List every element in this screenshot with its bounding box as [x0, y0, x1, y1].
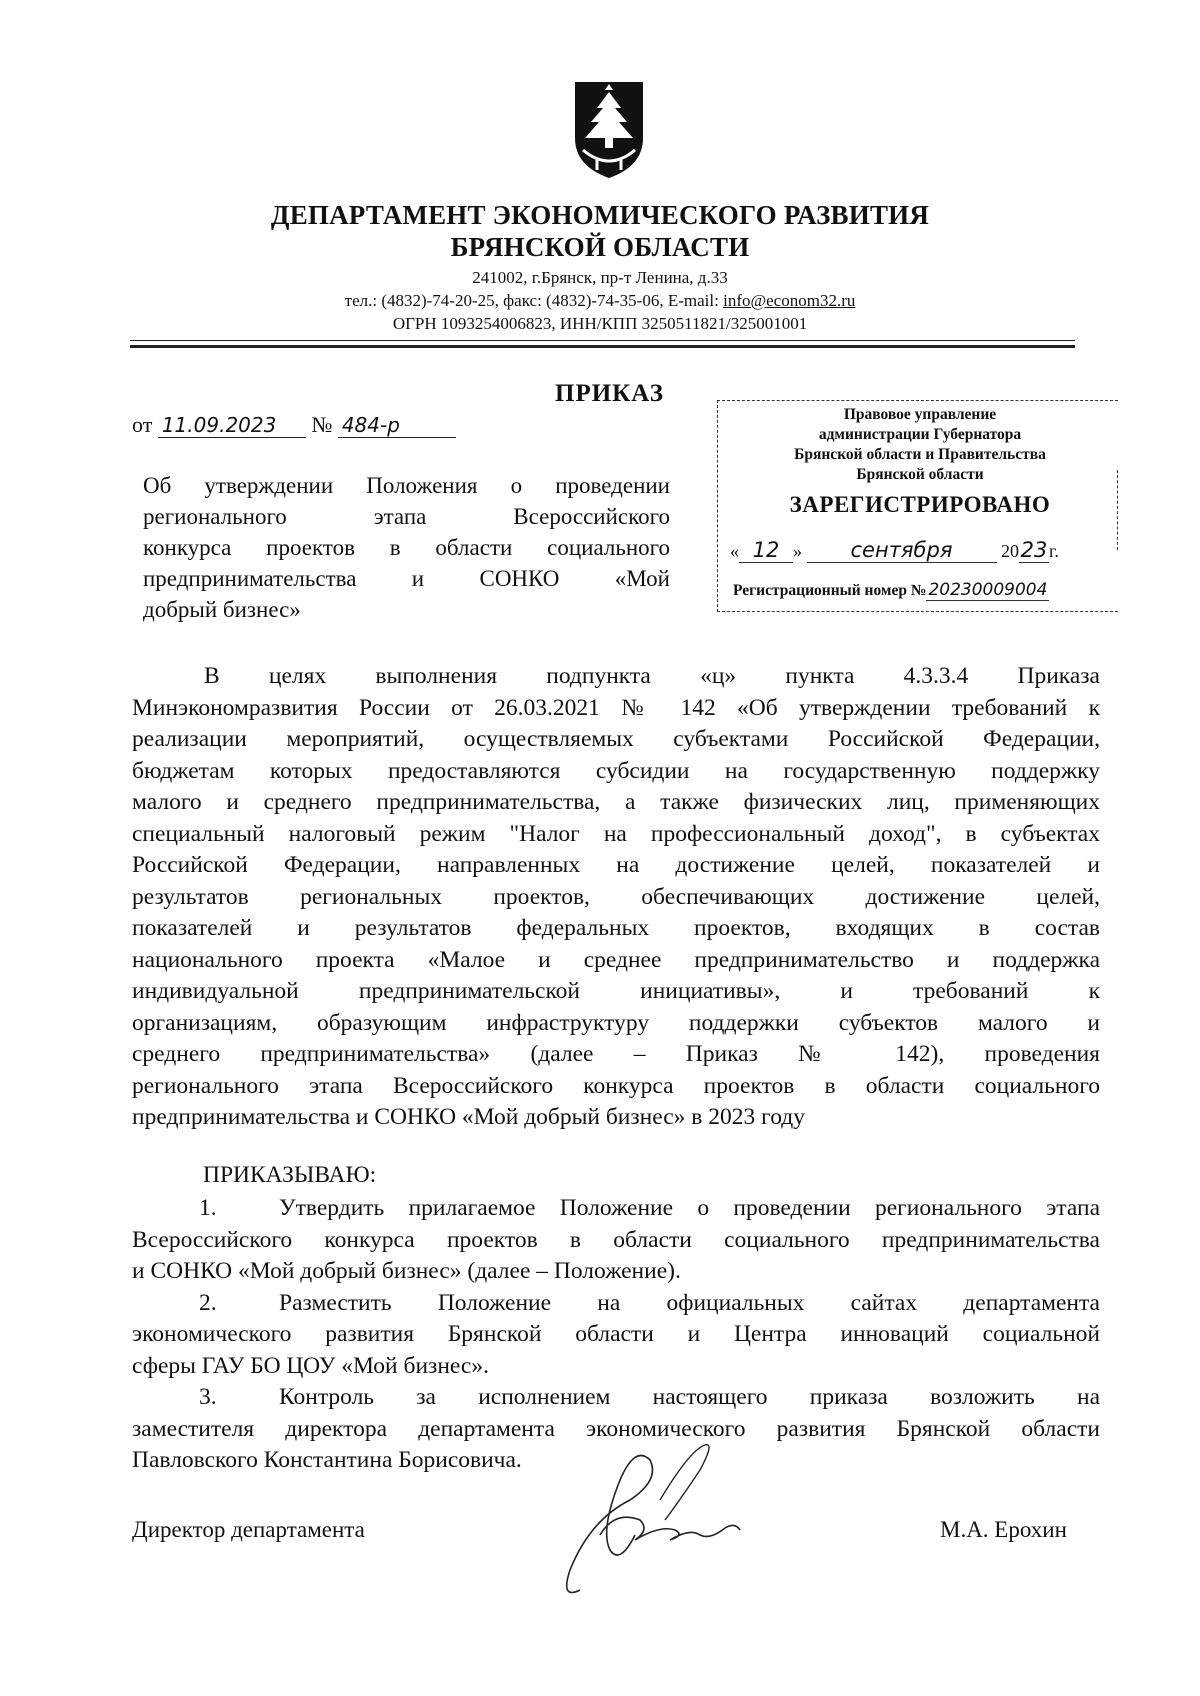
stamp-year-handwritten: 23: [1020, 538, 1048, 562]
document-type: ПРИКАЗ: [555, 380, 664, 407]
preamble-line: бюджетам которых предоставляются субсидии на государственную поддержку: [132, 757, 1100, 784]
item-number: 1.: [199, 1195, 217, 1221]
item-text: Утвердить прилагаемое Положение о проведении регионального этапа: [279, 1195, 1100, 1221]
item-number: 3.: [199, 1384, 217, 1410]
preamble-line: среднего предпринимательства» (далее – Приказ № 142), проведения: [132, 1041, 1100, 1067]
stamp-year-suffix: г.: [1049, 541, 1059, 561]
org-address: 241002, г.Брянск, пр-т Ленина, д.33: [472, 268, 728, 287]
stamp-registration-number: [733, 580, 1123, 600]
header-divider-thick: [130, 345, 1075, 348]
order-date-handwritten: 11.09.2023: [158, 413, 306, 438]
decree-item-line: сферы ГАУ БО ЦОУ «Мой бизнес».: [132, 1352, 489, 1379]
preamble-line: реализации мероприятий, осуществляемых субъектами Российской Федерации,: [132, 726, 1100, 752]
stamp-year-prefix: 20: [1001, 541, 1019, 561]
registration-stamp-edge: [1117, 470, 1118, 550]
preamble-line: предпринимательства и СОНКО «Мой добрый бизнес» в 2023 году: [132, 1104, 805, 1130]
preamble-line: малого и среднего предпринимательства, а также физических лиц, применяющих: [132, 789, 1100, 815]
preamble-line: В целях выполнения подпункта «ц» пункта 4.3.3.4 Приказа: [204, 663, 1100, 689]
stamp-close-quote: »: [793, 541, 802, 561]
subject-line: Об утверждении Положения о проведении: [143, 473, 670, 498]
order-subject: [143, 470, 670, 625]
decree-items: [132, 1193, 1100, 1477]
decree-item-line: и СОНКО «Мой добрый бизнес» (далее – Положение).: [132, 1258, 681, 1284]
stamp-org-line: Правовое управление: [843, 406, 997, 423]
subject-line: предпринимательства и СОНКО «Мой: [143, 566, 670, 591]
org-name-line2: БРЯНСКОЙ ОБЛАСТИ: [450, 232, 750, 262]
decree-word: ПРИКАЗЫВАЮ:: [203, 1162, 377, 1188]
decree-item-3-first-line: [132, 1382, 1100, 1414]
stamp-day-handwritten: 12: [739, 538, 793, 563]
subject-line: регионального этапа Всероссийского: [143, 504, 670, 529]
stamp-org-line: Брянской области и Правительства: [794, 446, 1046, 463]
decree-item-line: экономического развития Брянской области и Центра инноваций социальной: [132, 1321, 1100, 1347]
decree-item-line: заместителя директора департамента экономического развития Брянской области: [132, 1415, 1100, 1442]
date-prefix: от: [132, 412, 153, 437]
header-divider-thin: [130, 340, 1075, 341]
stamp-reg-number-handwritten: 20230009004: [928, 580, 1048, 600]
preamble-line: Российской Федерации, направленных на достижение целей, показателей и: [132, 852, 1100, 878]
stamp-org-line: Брянской области: [856, 466, 984, 483]
stamp-open-quote: «: [730, 541, 739, 561]
preamble-line: показателей и результатов федеральных проектов, входящих в состав: [132, 915, 1100, 941]
decree-item-1-first-line: [132, 1193, 1100, 1225]
preamble-line: национального проекта «Малое и среднее предпринимательство и поддержка: [132, 946, 1100, 973]
email-link[interactable]: info@econom32.ru: [723, 291, 856, 310]
preamble-line: результатов региональных проектов, обеспечивающих достижение целей,: [132, 883, 1100, 910]
item-number: 2.: [199, 1289, 217, 1316]
handwritten-signature-icon: [540, 1440, 780, 1610]
order-date-number: [132, 412, 456, 438]
stamp-organization: [730, 405, 1110, 485]
stamp-registered-title: ЗАРЕГИСТРИРОВАНО: [789, 492, 1051, 517]
signatory-name: М.А. Ерохин: [940, 1517, 1067, 1542]
bryansk-emblem-icon: [573, 80, 645, 180]
preamble-paragraph: [132, 661, 1100, 1134]
stamp-month-handwritten: сентября: [807, 538, 997, 563]
item-text: Разместить Положение на официальных сайтах департамента: [279, 1289, 1100, 1316]
decree-item-line: Павловского Константина Борисовича.: [132, 1447, 522, 1473]
number-sign: №: [311, 412, 333, 437]
phone-fax-text: тел.: (4832)-74-20-25, факс: (4832)-74-35-06, E-mail:: [344, 291, 724, 310]
subject-line: конкурса проектов в области социального: [143, 535, 670, 560]
item-text: Контроль за исполнением настоящего приказа возложить на: [279, 1384, 1100, 1410]
preamble-line: регионального этапа Всероссийского конкурса проектов в области социального: [132, 1072, 1100, 1099]
preamble-line: индивидуальной предпринимательской инициативы», и требований к: [132, 978, 1100, 1004]
preamble-line: специальный налоговый режим "Налог на профессиональный доход", в субъектах: [132, 820, 1100, 847]
stamp-date: [730, 538, 1110, 563]
decree-item-2-first-line: [132, 1288, 1100, 1320]
preamble-line: организациям, образующим инфраструктуру поддержки субъектов малого и: [132, 1009, 1100, 1036]
org-contacts: [180, 290, 1020, 312]
preamble-line: Минэкономразвития России от 26.03.2021 № 142 «Об утверждении требований к: [132, 694, 1100, 721]
decree-item-line: Всероссийского конкурса проектов в области социального предпринимательства: [132, 1226, 1100, 1253]
order-number-handwritten: 484-р: [338, 413, 456, 438]
org-name-line1: ДЕПАРТАМЕНТ ЭКОНОМИЧЕСКОГО РАЗВИТИЯ: [270, 200, 930, 230]
stamp-org-line: администрации Губернатора: [818, 426, 1022, 443]
signatory-role: Директор департамента: [132, 1517, 365, 1542]
subject-line: добрый бизнес»: [143, 597, 301, 622]
stamp-reg-label: Регистрационный номер №: [733, 582, 927, 599]
org-registry: ОГРН 1093254006823, ИНН/КПП 3250511821/325001001: [392, 314, 808, 333]
